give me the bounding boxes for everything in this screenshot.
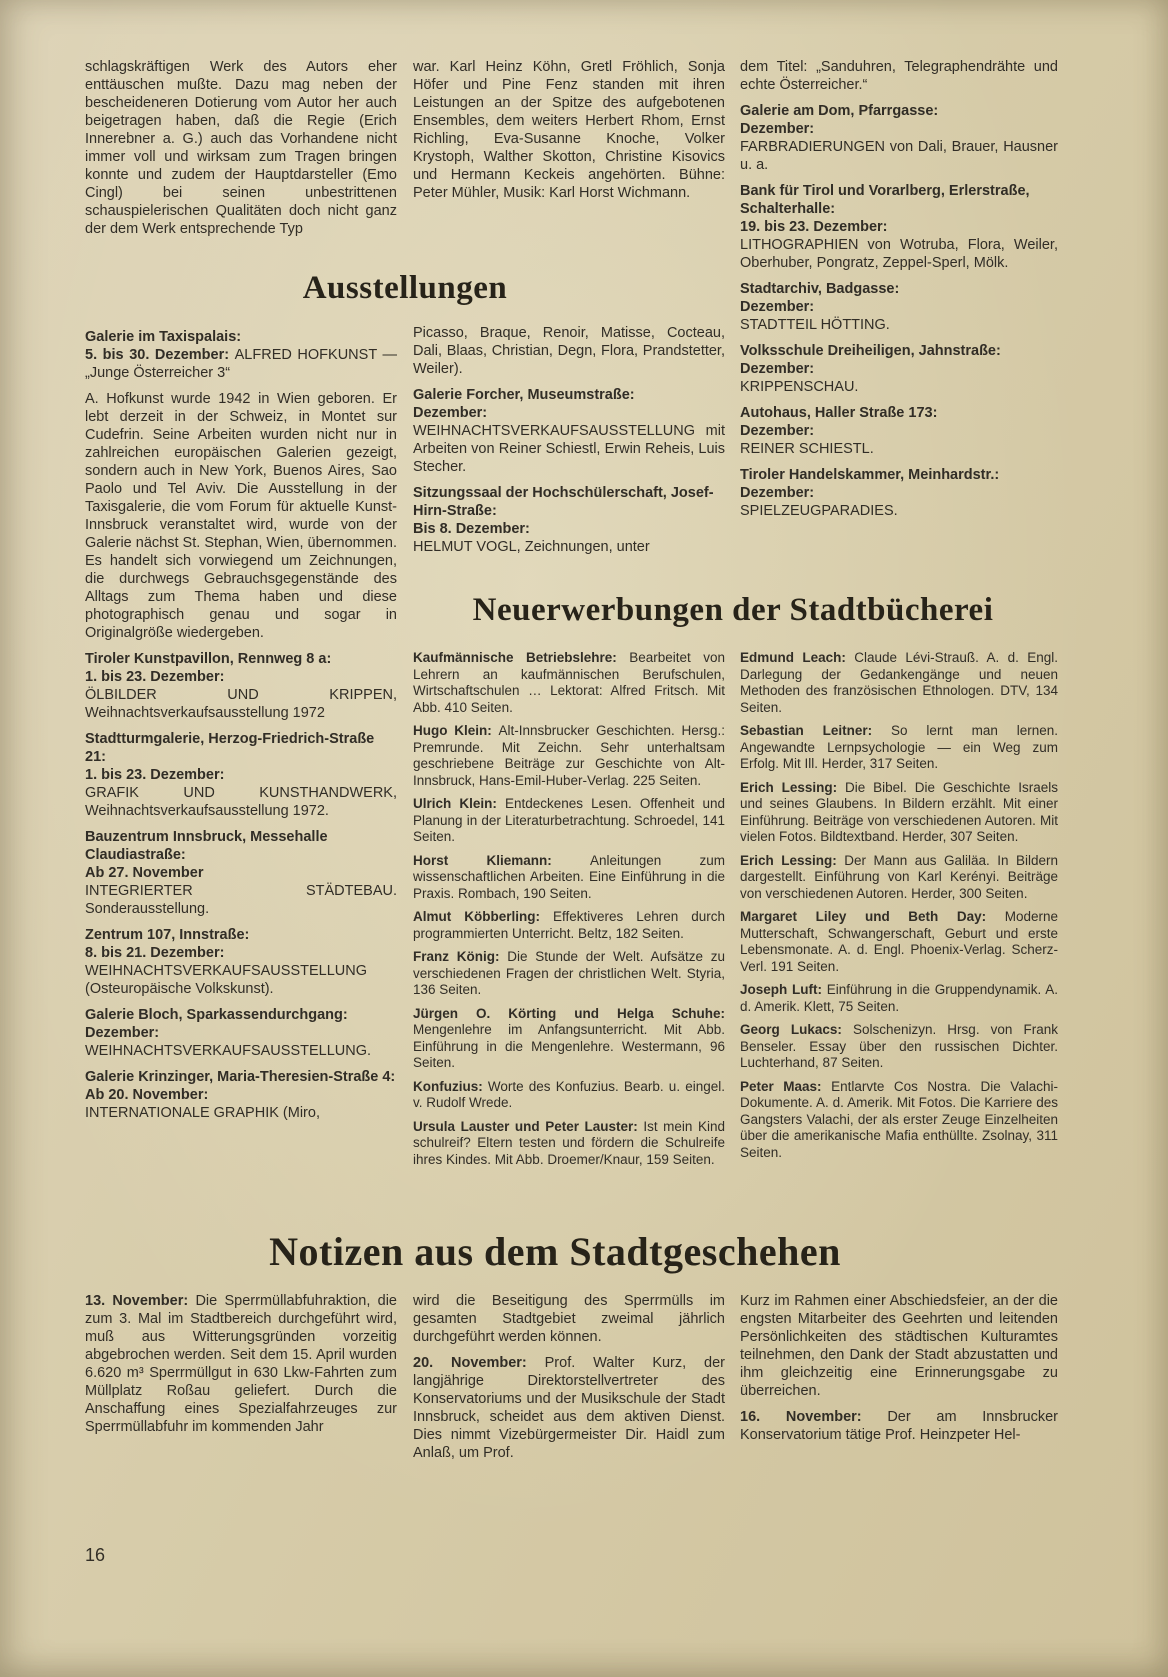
listing-header: Autohaus, Haller Straße 173: <box>740 405 938 421</box>
entry-lead: Jürgen O. Körting und Helga Schuhe: <box>413 1005 725 1021</box>
entry-lead: Margaret Liley und Beth Day: <box>740 909 1005 924</box>
library-books-column-middle <box>413 650 725 1228</box>
entry-lead: Peter Maas: <box>740 1078 832 1094</box>
text-paragraph: LITHOGRAPHIEN von Wotruba, Flora, Weiler, Oberhuber, Pongratz, Zeppel-Sperl, Mölk. <box>740 237 1058 271</box>
text-paragraph: Ursula Lauster und Peter Lauster: Ist mein Kind schulreif? Eltern testen und fördern die Schulreife ihres Kindes. Mit Abb. Droemer/Knaur, 159 Seiten. <box>413 1118 725 1167</box>
entry-lead: Joseph Luft: <box>740 982 827 997</box>
entry-lead: Kaufmännische Betriebslehre: <box>413 650 630 665</box>
listing-header: Dezember: <box>413 405 488 421</box>
listing-header: 1. bis 23. Dezember: <box>85 767 225 783</box>
listing-header: Dezember: <box>85 1025 160 1041</box>
listing-header: 19. bis 23. Dezember: <box>740 219 888 235</box>
entry-lead: Horst Kliemann: <box>413 852 590 868</box>
text-paragraph: ÖLBILDER UND KRIPPEN, Weihnachtsverkaufsausstellung 1972 <box>85 687 397 721</box>
listing-header: Volksschule Dreiheiligen, Jahnstraße: <box>740 343 1001 359</box>
text-paragraph: dem Titel: „Sanduhren, Telegraphendrähte und echte Österreicher.“ <box>740 59 1058 93</box>
exhibitions-column-right <box>740 58 1058 590</box>
listing-header: 1. bis 23. Dezember: <box>85 669 225 685</box>
listing-header: Dezember: <box>740 361 815 377</box>
listing-header: Dezember: <box>740 299 815 315</box>
text-paragraph: schlagskräftigen Werk des Autors eher enttäuschen mußte. Dazu mag neben der bescheideneren Dotierung vom Autor her auch beigetragen haben, daß die Regie (Erich Innerebner a. G.) auch das Vorhandene nicht immer voll und wirksam zum Tragen bringen konnte und zudem der Hauptdarsteller (Emo Cingl) bei seinen unbestrittenen schauspielerischen Qualitäten doch nicht ganz der dem Werk entsprechende Typ <box>85 59 397 237</box>
entry-lead: Erich Lessing: <box>740 852 845 868</box>
text-paragraph: 16. November: Der am Innsbrucker Konservatorium tätige Prof. Heinzpeter Hel- <box>740 1409 1058 1443</box>
entry-lead: Franz König: <box>413 949 508 964</box>
text-paragraph: Konfuzius: Worte des Konfuzius. Bearb. u. eingel. v. Rudolf Wrede. <box>413 1078 725 1110</box>
text-paragraph: GRAFIK UND KUNSTHANDWERK, Weihnachtsverkaufsausstellung 1972. <box>85 785 397 819</box>
text-paragraph: Horst Kliemann: Anleitungen zum wissenschaftlichen Arbeiten. Eine Einführung in die Praxis. Rombach, 190 Seiten. <box>413 852 725 901</box>
listing-header: Bis 8. Dezember: <box>413 521 530 537</box>
text-paragraph: REINER SCHIESTL. <box>740 441 874 457</box>
text-paragraph: Peter Maas: Entlarvte Cos Nostra. Die Valachi-Dokumente. A. d. Amerik. Mit Fotos. Die Karriere des Gangsters Valachi, der als erster Zeuge Einzelheiten über die amerikanische Mafia enthüllte. Zsolnay, 311 Seiten. <box>740 1078 1058 1160</box>
text-paragraph: Margaret Liley und Beth Day: Moderne Mutterschaft, Schwangerschaft, Geburt und erste Lebensmonate. A. d. Engl. Phoenix-Verlag. Scherz-Verl. 191 Seiten. <box>740 909 1058 974</box>
section-heading-neuerwerbungen: Neuerwerbungen der Stadtbücherei <box>472 592 994 628</box>
notes-column-right <box>740 1292 1058 1492</box>
text-paragraph: Franz König: Die Stunde der Welt. Aufsätze zu verschiedenen Fragen der christlichen Welt. Styria, 136 Seiten. <box>413 949 725 997</box>
listing-header: Galerie am Dom, Pfarrgasse: <box>740 103 939 119</box>
text-paragraph: Kaufmännische Betriebslehre: Bearbeitet von Lehrern an kaufmännischen Berufschulen, Wirtschaftschulen … Lektorat: Alfred Fritsch. Mit Abb. 410 Seiten. <box>413 650 725 715</box>
text-paragraph: Ulrich Klein: Entdeckenes Lesen. Offenheit und Planung in der Literaturbetrachtung. Schroedel, 141 Seiten. <box>413 796 725 844</box>
text-paragraph: Kurz im Rahmen einer Abschiedsfeier, an der die engsten Mitarbeiter des Geehrten und leitenden Persönlichkeiten des städtischen Kulturamtes teilnehmen, den Dank der Stadt abzustatten und ihm gleichzeitig eine Erinnerungsgabe zu überreichen. <box>740 1293 1058 1399</box>
text-paragraph: A. Hofkunst wurde 1942 in Wien geboren. Er lebt derzeit in der Schweiz, in Montet sur Cudefrin. Seine Arbeiten wurden nicht nur in zahlreichen europäischen Galerien gezeigt, sondern auch in New York, Buenos Aires, Sao Paolo und Tel Aviv. Die Ausstellung in der Taxisgalerie, die vom Forum für aktuelle Kunst-Innsbruck veranstaltet wird, wurde von der Galerie nächst St. Stephan, Wien, übernommen. Es handelt sich vorwiegend um Zeichnungen, die durchwegs Gebrauchsgegenstände des Alltags zum Thema haben und diese photographisch genau und sogar in Originalgröße wiedergeben. <box>85 391 397 641</box>
listing-header: Bauzentrum Innsbruck, Messehalle Claudiastraße: <box>85 829 328 863</box>
section-heading-ausstellungen: Ausstellungen <box>302 270 508 306</box>
entry-lead: Edmund Leach: <box>740 650 855 665</box>
listing-header: Galerie Krinzinger, Maria-Theresien-Straße 4: <box>85 1069 396 1085</box>
text-paragraph: FARBRADIERUNGEN von Dali, Brauer, Hausner u. a. <box>740 139 1058 173</box>
text-paragraph: 13. November: Die Sperrmüllabfuhraktion, die zum 3. Mal im Stadtbereich durchgeführt wird, muß aus Witterungsgründen vorzeitig abgebrochen werden. Seit dem 15. April wurden 6.620 m³ Sperrmüllgut in 630 Lkw-Fahrten zum Müllplatz Roßau geliefert. Durch die Anschaffung eines Spezialfahrzeuges zur Sperrmüllabfuhr im kommenden Jahr <box>85 1293 397 1435</box>
text-paragraph: WEIHNACHTSVERKAUFSAUSSTELLUNG (Osteuropäische Volkskunst). <box>85 963 367 997</box>
listing-header: 8. bis 21. Dezember: <box>85 945 225 961</box>
text-paragraph: Almut Köbberling: Effektiveres Lehren durch programmierten Unterricht. Beltz, 182 Seiten. <box>413 909 725 941</box>
entry-lead: Georg Lukacs: <box>740 1022 853 1037</box>
text-paragraph: Sebastian Leitner: So lernt man lernen. Angewandte Lernpsychologie — ein Weg zum Erfolg. Mit Ill. Herder, 317 Seiten. <box>740 723 1058 771</box>
listing-header: Sitzungssaal der Hochschülerschaft, Josef-Hirn-Straße: <box>413 485 714 519</box>
text-paragraph: SPIELZEUGPARADIES. <box>740 503 898 519</box>
exhibitions-column-left <box>85 328 397 1236</box>
listing-header: Zentrum 107, Innstraße: <box>85 927 250 943</box>
listing-header: Stadtarchiv, Badgasse: <box>740 281 900 297</box>
text-paragraph: Hugo Klein: Alt-Innsbrucker Geschichten. Hersg.: Premrunde. Mit Zeichn. Sehr unterhaltsam geschriebene Beiträge zur Geschichte von Alt-Innsbruck, Hans-Emil-Huber-Verlag. 225 Seiten. <box>413 723 725 788</box>
listing-header: Ab 20. November: <box>85 1087 209 1103</box>
exhibitions-column-middle <box>413 324 725 588</box>
listing-header: Galerie Bloch, Sparkassendurchgang: <box>85 1007 348 1023</box>
entry-lead: Erich Lessing: <box>740 779 845 795</box>
text-paragraph: Jürgen O. Körting und Helga Schuhe: Mengenlehre im Anfangsunterricht. Mit Abb. Einführung in die Mengenlehre. Westermann, 96 Seiten. <box>413 1005 725 1070</box>
entry-lead: Sebastian Leitner: <box>740 723 892 738</box>
text-paragraph: Picasso, Braque, Renoir, Matisse, Cocteau, Dali, Blaas, Christian, Degn, Flora, Prandstetter, Weiler). <box>413 325 725 377</box>
notes-column-left <box>85 1292 397 1492</box>
listing-header: Dezember: <box>740 121 815 137</box>
entry-lead: Ursula Lauster und Peter Lauster: <box>413 1118 644 1134</box>
text-paragraph: war. Karl Heinz Köhn, Gretl Fröhlich, Sonja Höfer und Pine Fenz standen mit ihren Leistungen an der Spitze des aufgebotenen Ensembles, dem weiters Herbert Rhom, Ernst Richling, Eva-Susanne Knoche, Volker Krystoph, Walther Skotton, Christine Kisovics und Hermann Keckeis angehörten. Bühne: Peter Mühler, Musik: Karl Horst Wichmann. <box>413 59 725 201</box>
text-paragraph: Edmund Leach: Claude Lévi-Strauß. A. d. Engl. Darlegung der Gedankengänge und neuen Methoden des französischen Ethnologen. DTV, 134 Seiten. <box>740 650 1058 715</box>
entry-lead: 16. November: <box>740 1409 888 1425</box>
text-paragraph: Georg Lukacs: Solschenizyn. Hrsg. von Frank Benseler. Essay über den russischen Dichter. Luchterhand, 87 Seiten. <box>740 1022 1058 1070</box>
text-paragraph: Erich Lessing: Die Bibel. Die Geschichte Israels und seines Glaubens. In Bildern erzählt. Mit einer Einführung. Beiträge von verschiedenen Autoren. Mit vielen Fotos. Bildtextband. Herder, 307 Seiten. <box>740 779 1058 844</box>
listing-header: Stadtturmgalerie, Herzog-Friedrich-Straße 21: <box>85 731 375 765</box>
entry-lead: Hugo Klein: <box>413 723 499 738</box>
text-paragraph: INTEGRIERTER STÄDTEBAU. Sonderausstellung. <box>85 883 397 917</box>
listing-header: Galerie Forcher, Museumstraße: <box>413 387 635 403</box>
text-paragraph: HELMUT VOGL, Zeichnungen, unter <box>413 539 650 555</box>
text-paragraph: 20. November: Prof. Walter Kurz, der langjährige Direktorstellvertreter des Konservatoriums und der Musikschule der Stadt Innsbruck, scheidet aus dem aktiven Dienst. Dies nimmt Vizebürgermeister Dir. Haidl zum Anlaß, um Prof. <box>413 1355 725 1461</box>
text-paragraph: INTERNATIONALE GRAPHIK (Miro, <box>85 1105 320 1121</box>
library-books-column-right <box>740 650 1058 1228</box>
text-paragraph: WEIHNACHTSVERKAUFSAUSSTELLUNG. <box>85 1043 372 1059</box>
entry-lead: 20. November: <box>413 1355 545 1371</box>
text-paragraph: wird die Beseitigung des Sperrmülls im gesamten Stadtgebiet zweimal jährlich durchgeführt werden können. <box>413 1293 725 1345</box>
listing-header: Bank für Tirol und Vorarlberg, Erlerstraße, Schalterhalle: <box>740 183 1030 217</box>
entry-lead: Almut Köbberling: <box>413 909 553 924</box>
entry-lead: 5. bis 30. Dezember: <box>85 347 235 363</box>
listing-header: Tiroler Kunstpavillon, Rennweg 8 a: <box>85 651 332 667</box>
intro-column-middle <box>413 58 725 256</box>
entry-lead: Konfuzius: <box>413 1078 488 1094</box>
section-heading-notizen: Notizen aus dem Stadtgeschehen <box>269 1229 841 1274</box>
text-paragraph: KRIPPENSCHAU. <box>740 379 859 395</box>
text-paragraph: STADTTEIL HÖTTING. <box>740 317 890 333</box>
listing-header: Dezember: <box>740 485 815 501</box>
intro-column-left <box>85 58 397 256</box>
listing-header: Galerie im Taxispalais: <box>85 329 242 345</box>
text-paragraph: 5. bis 30. Dezember: ALFRED HOFKUNST — „Junge Österreicher 3“ <box>85 347 397 381</box>
listing-header: Tiroler Handelskammer, Meinhardstr.: <box>740 467 1000 483</box>
notes-column-middle <box>413 1292 725 1492</box>
listing-header: Dezember: <box>740 423 815 439</box>
entry-lead: 13. November: <box>85 1293 196 1309</box>
listing-header: Ab 27. November <box>85 865 204 881</box>
text-paragraph: Joseph Luft: Einführung in die Gruppendynamik. A. d. Amerik. Klett, 75 Seiten. <box>740 982 1058 1014</box>
page-number: 16 <box>85 1545 106 1565</box>
entry-lead: Ulrich Klein: <box>413 796 505 811</box>
text-paragraph: WEIHNACHTSVERKAUFSAUSSTELLUNG mit Arbeiten von Reiner Schiestl, Erwin Reheis, Luis Stecher. <box>413 423 725 475</box>
text-paragraph: Erich Lessing: Der Mann aus Galiläa. In Bildern dargestellt. Einführung von Karl Kerényi. Beiträge von verschiedenen Autoren. Herder, 300 Seiten. <box>740 852 1058 901</box>
